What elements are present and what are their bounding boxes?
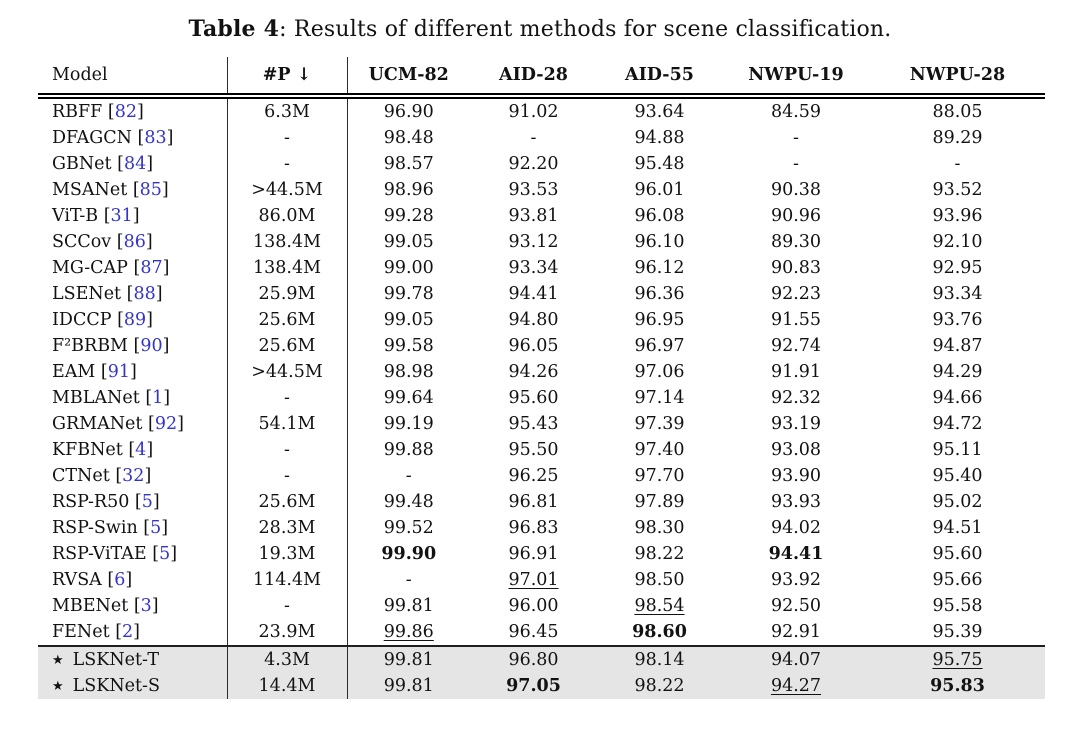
model-name: RBFF	[52, 102, 103, 122]
value-cell-ucm-82: 99.81	[347, 673, 470, 699]
value-cell-nwpu-28: 95.66	[932, 570, 983, 590]
value-cell-nwpu-28: 94.66	[932, 388, 983, 408]
column-header-nwpu-19: NWPU-19	[722, 57, 870, 96]
value-cell-aid-55: 95.48	[634, 154, 685, 174]
params-cell: -	[227, 593, 347, 619]
params-cell: -	[227, 125, 347, 151]
value-cell-aid-55: 96.12	[634, 258, 685, 278]
citation-bracket-open: [	[95, 362, 108, 382]
params-cell: 25.6M	[227, 307, 347, 333]
value-cell-ucm-82: 99.28	[383, 206, 434, 226]
value-cell-ucm-82: 99.86	[383, 622, 434, 642]
value-cell-ucm-82: 99.78	[383, 284, 434, 304]
citation-link[interactable]: 85	[139, 180, 162, 200]
value-cell-nwpu-19: 84.59	[770, 102, 822, 122]
value-cell-ucm-82: 99.48	[383, 492, 434, 512]
value-cell-aid-28: 93.81	[508, 206, 559, 226]
citation-bracket-close: ]	[177, 414, 184, 434]
value-cell-ucm-82: 99.88	[383, 440, 434, 460]
params-cell: 25.6M	[227, 489, 347, 515]
table-row	[38, 281, 1045, 307]
model-name: GBNet	[52, 154, 112, 174]
citation-bracket-close: ]	[137, 102, 144, 122]
value-cell-nwpu-19: 92.74	[770, 336, 822, 356]
value-cell-nwpu-19: 92.91	[770, 622, 822, 642]
citation-link[interactable]: 5	[141, 492, 153, 512]
model-name: GRMANet	[52, 414, 143, 434]
params-cell: >44.5M	[227, 177, 347, 203]
params-cell: -	[227, 463, 347, 489]
model-name: ViT-B	[52, 206, 99, 226]
value-cell-nwpu-19: -	[793, 154, 799, 174]
model-cell	[38, 255, 227, 281]
citation-bracket-open: [	[121, 284, 134, 304]
value-cell-aid-55: 98.14	[597, 646, 722, 673]
value-cell-nwpu-19: 94.07	[722, 646, 870, 673]
value-cell-aid-28: 96.45	[508, 622, 559, 642]
model-cell	[38, 673, 227, 699]
value-cell-nwpu-19: 94.27	[722, 673, 870, 699]
table-row	[38, 673, 1045, 699]
model-cell	[38, 646, 227, 673]
citation-link[interactable]: 4	[135, 440, 147, 460]
citation-link[interactable]: 89	[123, 310, 147, 330]
value-cell-nwpu-19: 93.92	[770, 570, 822, 590]
model-cell	[38, 151, 227, 177]
citation-link[interactable]: 83	[144, 128, 167, 148]
value-cell-aid-28: 97.01	[508, 570, 559, 590]
citation-bracket-close: ]	[146, 310, 153, 330]
caption-label: Table 4	[188, 16, 280, 42]
value-cell-nwpu-28: 95.75	[870, 646, 1045, 673]
params-cell: -	[227, 385, 347, 411]
value-cell-ucm-82: -	[405, 570, 412, 590]
citation-bracket-open: [	[142, 414, 155, 434]
params-cell: 23.9M	[227, 619, 347, 646]
value-cell-nwpu-19: 94.41	[768, 544, 824, 564]
column-header-model: Model	[38, 57, 227, 96]
citation-link[interactable]: 6	[114, 570, 126, 590]
model-name: MBENet	[52, 596, 129, 616]
citation-bracket-close: ]	[133, 622, 140, 642]
value-cell-ucm-82: 99.05	[383, 232, 434, 252]
table-row	[38, 151, 1045, 177]
citation-bracket-close: ]	[151, 596, 159, 616]
value-cell-nwpu-19: 92.50	[770, 596, 822, 616]
value-cell-aid-28: -	[530, 128, 537, 148]
params-cell: 28.3M	[227, 515, 347, 541]
table-row	[38, 255, 1045, 281]
value-cell-aid-28: 96.25	[508, 466, 559, 486]
value-cell-aid-28: 96.80	[470, 646, 597, 673]
value-cell-ucm-82: 98.98	[383, 362, 434, 382]
model-name: SCCov	[52, 232, 112, 252]
table-row	[38, 619, 1045, 646]
table-row	[38, 177, 1045, 203]
value-cell-aid-28: 95.43	[508, 414, 559, 434]
value-cell-aid-55: 96.10	[634, 232, 685, 252]
citation-link[interactable]: 88	[133, 284, 156, 304]
citation-bracket-open: [	[98, 206, 111, 226]
column-header-aid-55: AID-55	[597, 57, 722, 96]
results-table	[38, 57, 1045, 699]
value-cell-ucm-82: 98.48	[383, 128, 434, 148]
params-cell: -	[227, 437, 347, 463]
value-cell-nwpu-19: 89.30	[770, 232, 822, 252]
model-name: LSENet	[52, 284, 122, 304]
citation-link[interactable]: 87	[140, 258, 163, 278]
value-cell-ucm-82: 99.81	[347, 646, 470, 673]
model-name: RSP-ViTAE	[52, 544, 147, 564]
params-cell: 6.3M	[227, 96, 347, 125]
citation-link[interactable]: 5	[159, 544, 171, 564]
citation-link[interactable]: 3	[140, 596, 152, 616]
model-cell	[38, 463, 227, 489]
model-cell	[38, 515, 227, 541]
model-cell	[38, 333, 227, 359]
column-header-aid-28: AID-28	[470, 57, 597, 96]
params-cell: 19.3M	[227, 541, 347, 567]
value-cell-nwpu-28: 95.11	[932, 440, 983, 460]
value-cell-ucm-82: 99.64	[383, 388, 434, 408]
model-name: RSP-Swin	[52, 518, 138, 538]
value-cell-nwpu-19: 90.83	[770, 258, 822, 278]
table-row	[38, 385, 1045, 411]
citation-bracket-open: [	[128, 596, 141, 616]
citation-bracket-close: ]	[166, 128, 174, 148]
citation-bracket-open: [	[111, 154, 124, 174]
params-cell: >44.5M	[227, 359, 347, 385]
params-cell: 138.4M	[227, 229, 347, 255]
citation-bracket-close: ]	[146, 440, 154, 460]
value-cell-ucm-82: 96.90	[383, 102, 434, 122]
value-cell-nwpu-28: 95.40	[932, 466, 983, 486]
value-cell-aid-55: 98.30	[634, 518, 685, 538]
model-name: FENet	[52, 622, 110, 642]
value-cell-nwpu-28: 95.60	[932, 544, 983, 564]
model-name: IDCCP	[52, 310, 112, 330]
value-cell-nwpu-19: 90.96	[770, 206, 822, 226]
model-name: EAM	[52, 362, 96, 382]
value-cell-nwpu-28: 92.10	[932, 232, 983, 252]
caption-text: : Results of different methods for scene classification.	[279, 17, 892, 42]
citation-bracket-open: [	[111, 310, 124, 330]
table-row	[38, 359, 1045, 385]
citation-bracket-open: [	[127, 258, 141, 278]
citation-bracket-open: [	[127, 180, 140, 200]
value-cell-nwpu-19: 93.93	[770, 492, 822, 512]
value-cell-aid-28: 94.26	[508, 362, 559, 382]
value-cell-aid-28: 96.00	[508, 596, 559, 616]
citation-bracket-close: ]	[152, 492, 160, 512]
value-cell-aid-55: 96.95	[634, 310, 685, 330]
table-row	[38, 646, 1045, 673]
citation-bracket-close: ]	[146, 154, 154, 174]
citation-link[interactable]: 32	[122, 466, 145, 486]
citation-bracket-open: [	[129, 492, 142, 512]
model-cell	[38, 593, 227, 619]
model-cell	[38, 307, 227, 333]
model-cell	[38, 359, 227, 385]
value-cell-nwpu-28: 95.58	[932, 596, 983, 616]
params-cell: -	[227, 151, 347, 177]
value-cell-aid-28: 94.80	[508, 310, 559, 330]
value-cell-nwpu-28: 95.39	[932, 622, 983, 642]
model-cell	[38, 489, 227, 515]
table-row	[38, 96, 1045, 125]
model-name: DFAGCN	[52, 128, 132, 148]
table-row	[38, 307, 1045, 333]
value-cell-nwpu-19: 91.91	[770, 362, 822, 382]
citation-bracket-open: [	[139, 388, 153, 408]
citation-link[interactable]: 2	[122, 622, 134, 642]
value-cell-aid-28: 95.50	[508, 440, 559, 460]
params-cell: 114.4M	[227, 567, 347, 593]
model-cell	[38, 541, 227, 567]
header-row	[38, 57, 1045, 96]
citation-link[interactable]: 1	[152, 388, 164, 408]
table-row	[38, 333, 1045, 359]
table-row	[38, 411, 1045, 437]
value-cell-nwpu-28: 88.05	[932, 102, 983, 122]
model-cell	[38, 125, 227, 151]
citation-bracket-close: ]	[155, 284, 163, 304]
citation-bracket-open: [	[122, 440, 136, 460]
citation-bracket-close: ]	[125, 570, 133, 590]
table-row	[38, 203, 1045, 229]
citation-bracket-open: [	[127, 336, 141, 356]
value-cell-aid-28: 94.41	[508, 284, 559, 304]
model-name: KFBNet	[52, 440, 123, 460]
citation-bracket-open: [	[109, 622, 123, 642]
value-cell-nwpu-28: 94.87	[932, 336, 983, 356]
citation-bracket-close: ]	[170, 544, 178, 564]
value-cell-aid-55: 94.88	[634, 128, 685, 148]
table-row	[38, 515, 1045, 541]
model-name: MSANet	[52, 180, 128, 200]
model-name: MBLANet	[52, 388, 140, 408]
value-cell-nwpu-19: 94.02	[770, 518, 822, 538]
value-cell-aid-28: 93.53	[508, 180, 559, 200]
value-cell-aid-55: 96.36	[634, 284, 685, 304]
params-cell: 25.6M	[227, 333, 347, 359]
star-icon: ★	[52, 679, 64, 694]
value-cell-nwpu-28: 94.51	[932, 518, 983, 538]
citation-link[interactable]: 90	[140, 336, 163, 356]
value-cell-aid-55: 97.89	[634, 492, 685, 512]
value-cell-nwpu-28: 93.52	[932, 180, 983, 200]
column-header-params: #P ↓	[227, 57, 347, 96]
model-cell	[38, 437, 227, 463]
table-row	[38, 593, 1045, 619]
model-name: MG-CAP	[52, 258, 128, 278]
value-cell-aid-55: 98.50	[634, 570, 685, 590]
value-cell-aid-28: 95.60	[508, 388, 559, 408]
params-cell: 14.4M	[227, 673, 347, 699]
params-cell: 138.4M	[227, 255, 347, 281]
value-cell-ucm-82: 98.57	[383, 154, 434, 174]
model-cell	[38, 281, 227, 307]
model-name: CTNet	[52, 466, 110, 486]
model-name: LSKNet-T	[72, 650, 160, 670]
value-cell-aid-55: 96.97	[634, 336, 685, 356]
value-cell-aid-55: 96.08	[634, 206, 685, 226]
value-cell-aid-55: 98.60	[632, 622, 687, 642]
citation-bracket-close: ]	[145, 232, 153, 252]
value-cell-ucm-82: 99.52	[383, 518, 434, 538]
table-row	[38, 567, 1045, 593]
value-cell-aid-28: 96.91	[508, 544, 559, 564]
value-cell-aid-55: 96.01	[634, 180, 685, 200]
value-cell-ucm-82: 98.96	[383, 180, 434, 200]
value-cell-ucm-82: 99.81	[383, 596, 434, 616]
model-name: RVSA	[52, 570, 102, 590]
model-cell	[38, 203, 227, 229]
value-cell-aid-28: 96.05	[508, 336, 559, 356]
value-cell-nwpu-19: 93.08	[770, 440, 822, 460]
value-cell-nwpu-19: 93.19	[770, 414, 822, 434]
citation-bracket-close: ]	[163, 388, 171, 408]
value-cell-aid-55: 98.22	[634, 544, 685, 564]
value-cell-aid-55: 97.39	[634, 414, 685, 434]
table-row	[38, 541, 1045, 567]
model-cell	[38, 411, 227, 437]
params-cell: 25.9M	[227, 281, 347, 307]
table-caption	[0, 0, 1080, 42]
model-cell	[38, 229, 227, 255]
citation-bracket-close: ]	[161, 180, 169, 200]
star-icon: ★	[52, 653, 64, 668]
value-cell-aid-55: 97.40	[634, 440, 685, 460]
value-cell-nwpu-28: 93.96	[932, 206, 983, 226]
value-cell-nwpu-19: 91.55	[770, 310, 822, 330]
params-cell: 54.1M	[227, 411, 347, 437]
value-cell-ucm-82: -	[405, 466, 412, 486]
value-cell-aid-55: 97.14	[634, 388, 685, 408]
citation-bracket-open: [	[137, 518, 151, 538]
model-cell	[38, 177, 227, 203]
value-cell-nwpu-28: 92.95	[932, 258, 983, 278]
value-cell-nwpu-28: 93.34	[932, 284, 983, 304]
value-cell-ucm-82: 99.90	[381, 544, 437, 564]
citation-link[interactable]: 86	[123, 232, 146, 252]
citation-link[interactable]: 91	[107, 362, 131, 382]
table-row	[38, 463, 1045, 489]
value-cell-nwpu-28: 93.76	[932, 310, 983, 330]
value-cell-aid-28: 93.12	[508, 232, 559, 252]
value-cell-aid-55: 97.06	[634, 362, 685, 382]
value-cell-nwpu-28: 95.83	[870, 673, 1045, 699]
model-name: F²BRBM	[52, 336, 128, 356]
citation-bracket-close: ]	[162, 258, 170, 278]
citation-link[interactable]: 82	[114, 102, 137, 122]
value-cell-nwpu-28: -	[954, 154, 961, 174]
citation-bracket-open: [	[101, 570, 115, 590]
model-cell	[38, 619, 227, 646]
model-name: RSP-R50	[52, 492, 130, 512]
citation-bracket-close: ]	[161, 518, 169, 538]
column-header-ucm-82: UCM-82	[347, 57, 470, 96]
citation-link[interactable]: 31	[110, 206, 133, 226]
citation-link[interactable]: 5	[150, 518, 162, 538]
citation-bracket-open: [	[111, 232, 124, 252]
value-cell-nwpu-19: 92.23	[770, 284, 822, 304]
value-cell-nwpu-28: 94.72	[932, 414, 983, 434]
citation-bracket-close: ]	[144, 466, 152, 486]
value-cell-aid-55: 98.22	[597, 673, 722, 699]
value-cell-aid-28: 92.20	[508, 154, 559, 174]
citation-bracket-close: ]	[162, 336, 170, 356]
citation-link[interactable]: 84	[123, 154, 147, 174]
value-cell-nwpu-28: 94.29	[932, 362, 983, 382]
model-name: LSKNet-S	[72, 676, 160, 696]
params-cell: 4.3M	[227, 646, 347, 673]
citation-bracket-close: ]	[132, 206, 140, 226]
value-cell-aid-55: 98.54	[634, 596, 685, 616]
value-cell-ucm-82: 99.19	[383, 414, 434, 434]
value-cell-aid-28: 93.34	[508, 258, 559, 278]
value-cell-aid-55: 97.70	[634, 466, 685, 486]
value-cell-ucm-82: 99.58	[383, 336, 434, 356]
model-cell	[38, 96, 227, 125]
model-cell	[38, 567, 227, 593]
value-cell-ucm-82: 99.00	[383, 258, 434, 278]
model-cell	[38, 385, 227, 411]
params-cell: 86.0M	[227, 203, 347, 229]
value-cell-aid-55: 93.64	[634, 102, 685, 122]
column-header-nwpu-28: NWPU-28	[870, 57, 1045, 96]
value-cell-nwpu-28: 89.29	[932, 128, 983, 148]
citation-link[interactable]: 92	[154, 414, 178, 434]
value-cell-aid-28: 91.02	[508, 102, 559, 122]
table-row	[38, 489, 1045, 515]
table-row	[38, 125, 1045, 151]
citation-bracket-open: [	[131, 128, 145, 148]
value-cell-nwpu-19: 90.38	[770, 180, 822, 200]
citation-bracket-open: [	[102, 102, 115, 122]
value-cell-aid-28: 96.83	[508, 518, 559, 538]
value-cell-nwpu-19: 93.90	[770, 466, 822, 486]
value-cell-nwpu-28: 95.02	[932, 492, 983, 512]
value-cell-aid-28: 96.81	[508, 492, 559, 512]
table-row	[38, 229, 1045, 255]
value-cell-nwpu-19: 92.32	[770, 388, 822, 408]
value-cell-aid-28: 97.05	[470, 673, 597, 699]
citation-bracket-close: ]	[130, 362, 137, 382]
citation-bracket-open: [	[109, 466, 123, 486]
value-cell-nwpu-19: -	[793, 128, 799, 148]
citation-bracket-open: [	[146, 544, 160, 564]
value-cell-ucm-82: 99.05	[383, 310, 434, 330]
table-row	[38, 437, 1045, 463]
